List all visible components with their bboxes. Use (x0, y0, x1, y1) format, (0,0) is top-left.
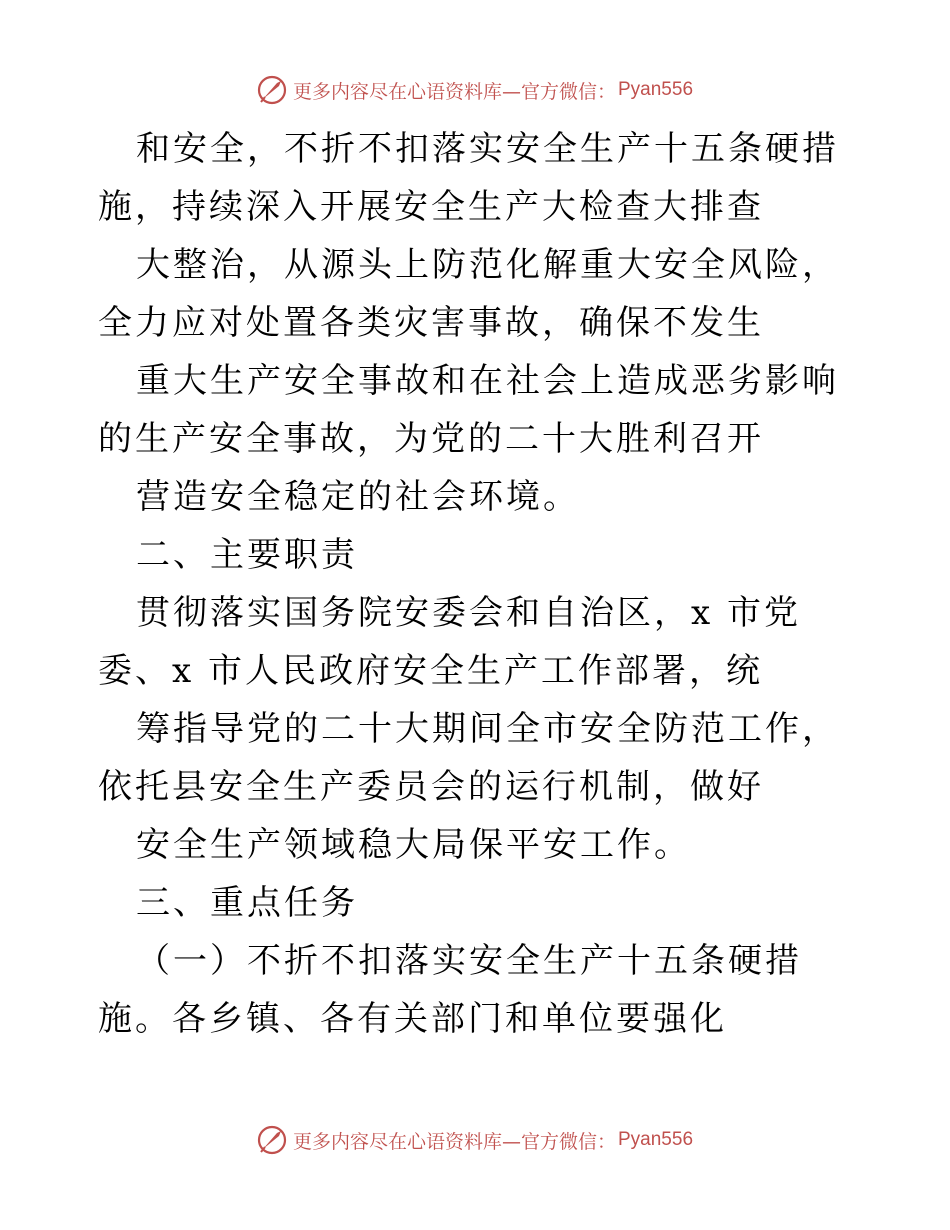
paragraph: 安全生产领域稳大局保平安工作。 (136, 825, 691, 865)
watermark-text: 更多内容尽在心语资料库—官方微信： (292, 80, 616, 103)
paragraph: 贯彻落实国务院安委会和自治区，x 市党委、x 市人民政府安全生产工作部署，统 (98, 593, 801, 691)
section-heading: 二、主要职责 (136, 535, 358, 575)
paragraph: 筹指导党的二十大期间全市安全防范工作，依托县安全生产委员会的运行机制，做好 (98, 709, 839, 807)
watermark-wechat-id: Pyan556 (618, 79, 694, 100)
footer-watermark (0, 1120, 950, 1160)
paragraph: 和安全，不折不扣落实安全生产十五条硬措施，持续深入开展安全生产大检查大排查 (98, 129, 839, 227)
header-watermark (0, 70, 950, 110)
watermark-text: 更多内容尽在心语资料库—官方微信： (292, 1130, 616, 1153)
document-body (98, 120, 858, 1048)
quill-logo-icon (257, 75, 287, 105)
watermark-wechat-id: Pyan556 (618, 1129, 694, 1150)
quill-logo-icon (257, 1125, 287, 1155)
paragraph: 营造安全稳定的社会环境。 (136, 477, 580, 517)
paragraph: （一）不折不扣落实安全生产十五条硬措施。各乡镇、各有关部门和单位要强化 (98, 941, 802, 1039)
paragraph: 重大生产安全事故和在社会上造成恶劣影响的生产安全事故，为党的二十大胜利召开 (98, 361, 839, 459)
section-heading: 三、重点任务 (136, 883, 358, 923)
paragraph: 大整治，从源头上防范化解重大安全风险，全力应对处置各类灾害事故，确保不发生 (98, 245, 839, 343)
